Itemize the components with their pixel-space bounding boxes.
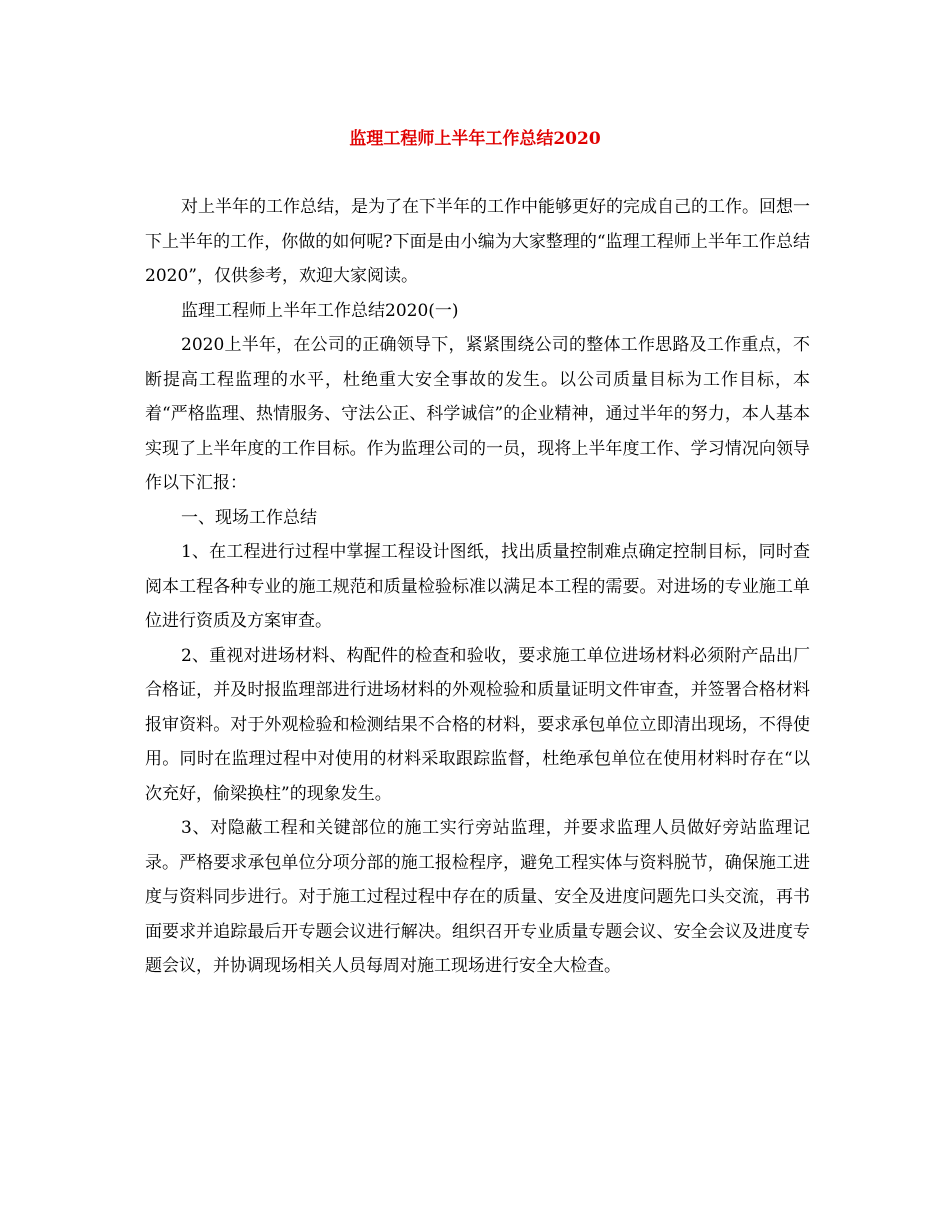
intro-paragraph: 对上半年的工作总结，是为了在下半年的工作中能够更好的完成自己的工作。回想一下上半年的工作，你做的如何呢?下面是由小编为大家整理的“监理工程师上半年工作总结2020”，仅供参考，欢迎大家阅读。 <box>145 197 810 286</box>
list-item: 3、对隐蔽工程和关键部位的施工实行旁站监理，并要求监理人员做好旁站监理记录。严格要求承包单位分项分部的施工报检程序，避免工程实体与资料脱节，确保施工进度与资料同步进行。对于施工过程过程中存在的质量、安全及进度问题先口头交流，再书面要求并追踪最后开专题会议进行解决。组织召开专业质量专题会议、安全会议及进度专题会议，并协调现场相关人员每周对施工现场进行安全大检查。 <box>145 818 810 976</box>
document-body <box>145 190 810 984</box>
document-title: 监理工程师上半年工作总结2020 <box>349 129 601 149</box>
body-paragraph: 2020上半年，在公司的正确领导下，紧紧围绕公司的整体工作思路及工作重点，不断提高工程监理的水平，杜绝重大安全事故的发生。以公司质量目标为工作目标，本着“严格监理、热情服务、守法公正、科学诚信”的企业精神，通过半年的努力，本人基本实现了上半年度的工作目标。作为监理公司的一员，现将上半年度工作、学习情况向领导作以下汇报： <box>145 335 810 493</box>
section-heading: 监理工程师上半年工作总结2020(一) <box>181 300 459 321</box>
subsection-heading: 一、现场工作总结 <box>181 507 317 528</box>
list-item: 2、重视对进场材料、构配件的检查和验收，要求施工单位进场材料必须附产品出厂合格证，并及时报监理部进行进场材料的外观检验和质量证明文件审查，并签署合格材料报审资料。对于外观检验和检测结果不合格的材料，要求承包单位立即清出现场，不得使用。同时在监理过程中对使用的材料采取跟踪监督，杜绝承包单位在使用材料时存在“以次充好，偷梁换柱”的现象发生。 <box>145 645 810 804</box>
list-item: 1、在工程进行过程中掌握工程设计图纸，找出质量控制难点确定控制目标，同时查阅本工程各种专业的施工规范和质量检验标准以满足本工程的需要。对进场的专业施工单位进行资质及方案审查。 <box>145 542 810 631</box>
